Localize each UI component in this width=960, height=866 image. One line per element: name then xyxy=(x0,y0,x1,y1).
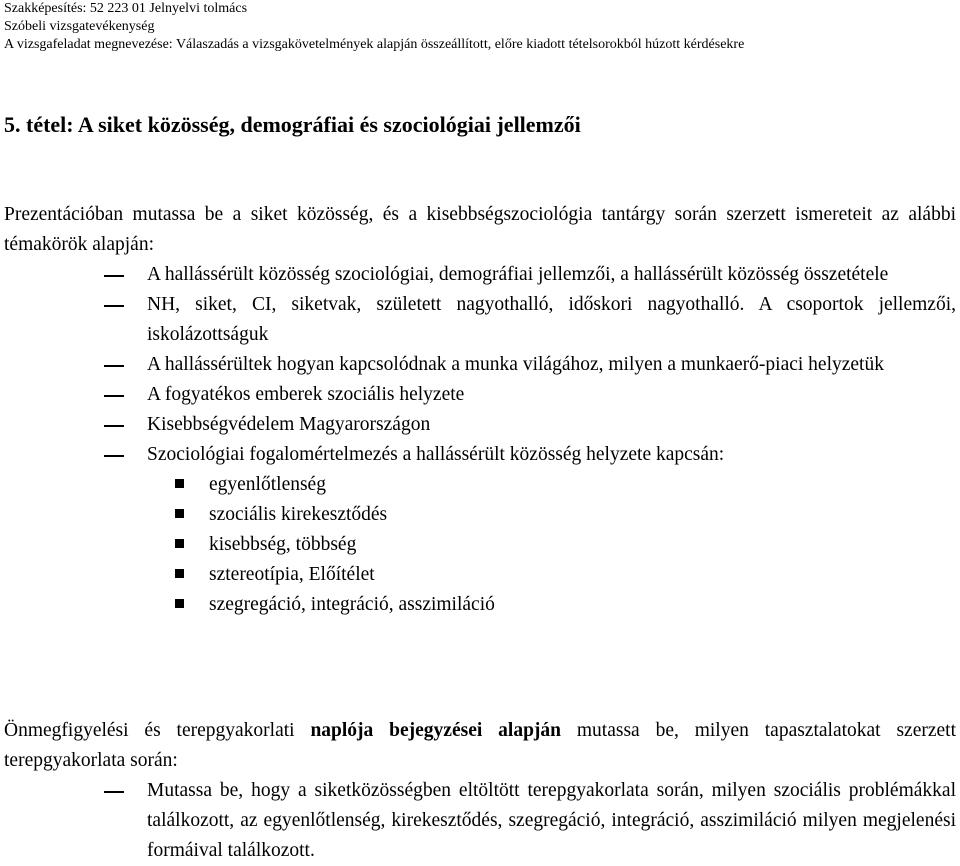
section-fieldwork-intro xyxy=(4,716,956,776)
header-task-name: A vizsgafeladat megnevezése: Válaszadás a vizsgakövetelmények alapján összeállított, előre kiadott tételsorokból húzott kérdésekre xyxy=(4,37,745,52)
list-item xyxy=(4,776,956,866)
list-item xyxy=(4,380,956,410)
list-item-text: NH, siket, CI, siketvak, született nagyothalló, időskori nagyothalló. A csoportok jellemzői, iskolázottságuk xyxy=(147,294,956,345)
header-qualification: Szakképesítés: 52 223 01 Jelnyelvi tolmács xyxy=(4,1,248,16)
sub-list-item-text: egyenlőtlenség xyxy=(209,474,326,495)
sub-list-item-text: szegregáció, integráció, asszimiláció xyxy=(209,594,495,615)
sub-list-item xyxy=(147,530,956,560)
section-presentation xyxy=(4,200,956,620)
intro-text-start: Önmegfigyelési és terepgyakorlati xyxy=(4,720,295,741)
intro-text-end: mutassa be, milyen tapasztalatokat szerzett terepgyakorlata során: xyxy=(4,720,957,771)
sub-list-item xyxy=(147,590,956,620)
page-header xyxy=(4,0,744,54)
sub-list-item-text: sztereotípia, Előítélet xyxy=(209,564,375,585)
topic-list xyxy=(4,260,956,620)
section-presentation-intro: Prezentációban mutassa be a siket közösség, és a kisebbségszociológia tantárgy során szerzett ismereteit az alábbi témakörök alapján: xyxy=(4,204,956,255)
list-item xyxy=(4,290,956,350)
topic-title: 5. tétel: A siket közösség, demográfiai és szociológiai jellemzői xyxy=(4,112,581,137)
sub-list-item xyxy=(147,470,956,500)
list-item xyxy=(4,440,956,620)
list-item-text: Mutassa be, hogy a siketközösségben eltöltött terepgyakorlata során, milyen szociális problémákkal találkozott, az egyenlőtlenség, kirekesztődés, szegregáció, integráció, asszimiláció milyen megjelenési formáival találkozott. xyxy=(147,780,956,861)
section-fieldwork xyxy=(4,716,956,866)
sub-list-item xyxy=(147,560,956,590)
intro-text-bold: naplója bejegyzései alapján xyxy=(310,720,561,741)
sub-list-item-text: kisebbség, többség xyxy=(209,534,357,555)
list-item-text: A hallássérült közösség szociológiai, demográfiai jellemzői, a hallássérült közösség összetétele xyxy=(147,264,889,285)
list-item xyxy=(4,410,956,440)
sub-list-item xyxy=(147,500,956,530)
list-item-text: A fogyatékos emberek szociális helyzete xyxy=(147,384,465,405)
list-item-text: Szociológiai fogalomértelmezés a hallássérült közösség helyzete kapcsán: xyxy=(147,444,725,465)
list-item-text: A hallássérültek hogyan kapcsolódnak a munka világához, milyen a munkaerő-piaci helyzetük xyxy=(147,354,884,375)
concept-list xyxy=(147,470,956,620)
list-item-text: Kisebbségvédelem Magyarországon xyxy=(147,414,431,435)
sub-list-item-text: szociális kirekesztődés xyxy=(209,504,388,525)
header-exam-activity: Szóbeli vizsgatevékenység xyxy=(4,19,155,34)
list-item xyxy=(4,260,956,290)
fieldwork-list xyxy=(4,776,956,866)
list-item xyxy=(4,350,956,380)
